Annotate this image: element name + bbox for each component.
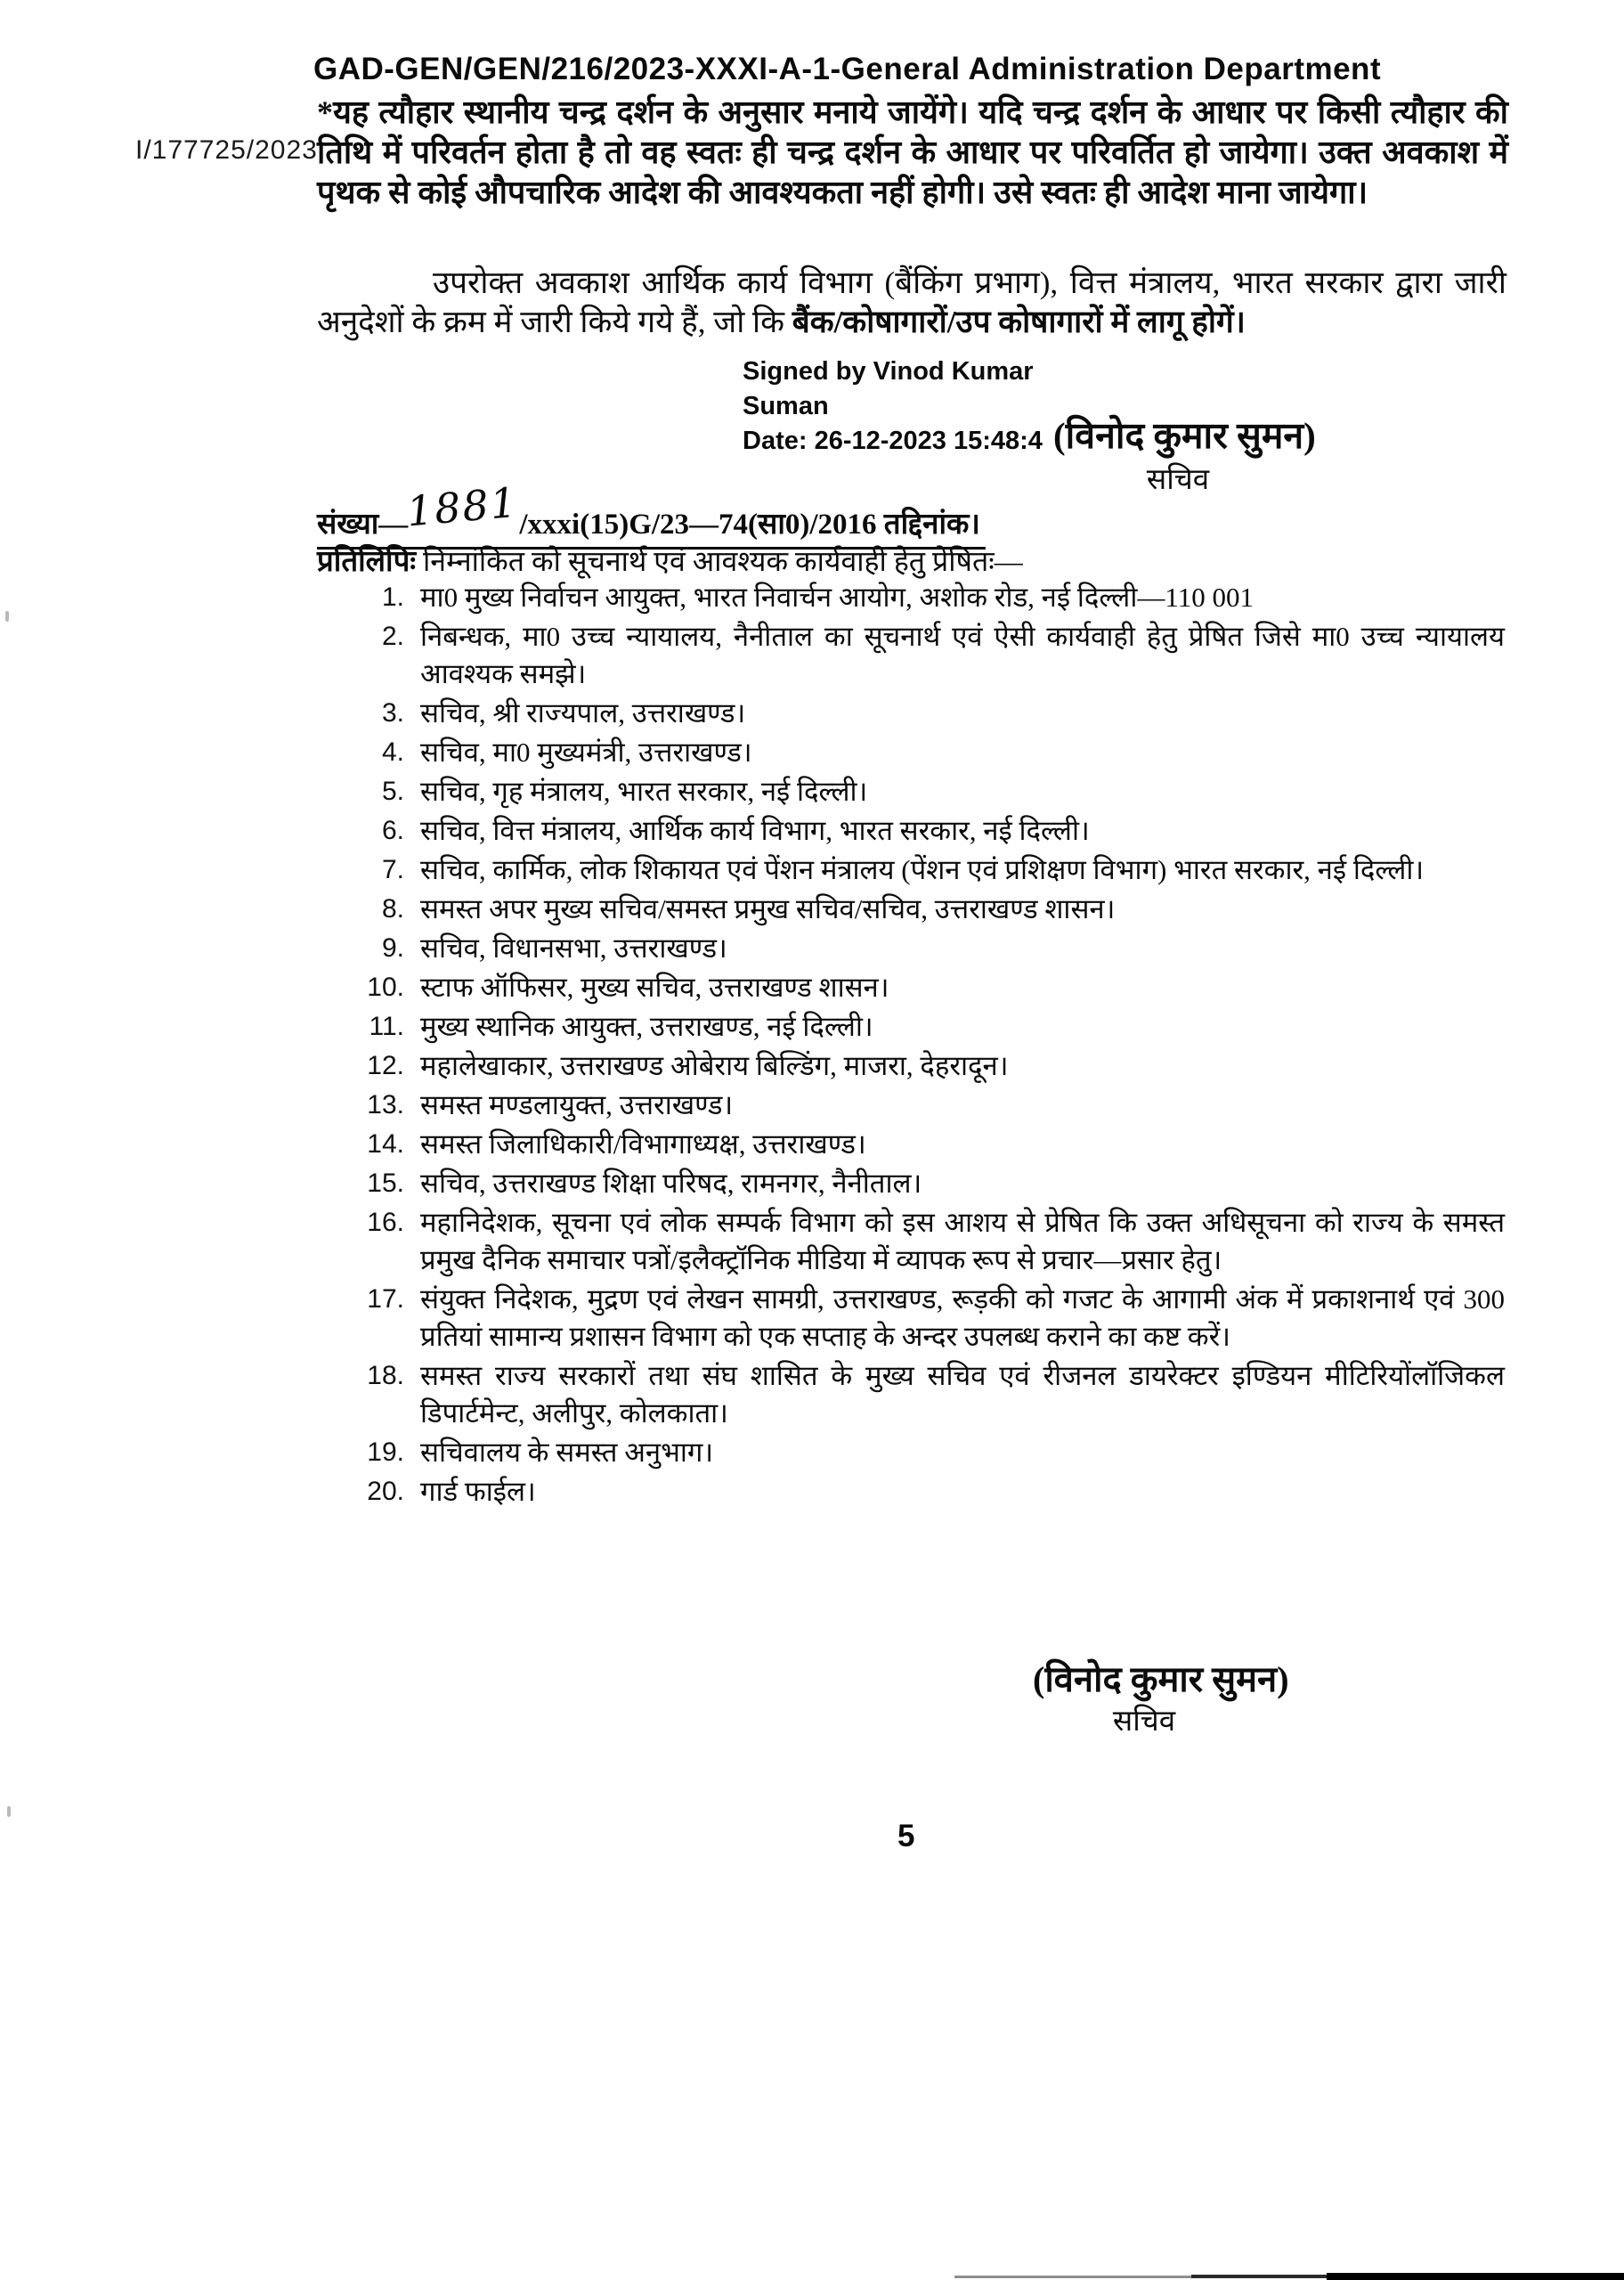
issue-paragraph-text: उपरोक्त अवकाश आर्थिक कार्य विभाग (बैंकिंग प्रभाग), वित्त मंत्रालय, भारत सरकार द्वारा जारी अनुदेशों के क्रम में जारी किये गये हैं, जो कि bbox=[317, 265, 1506, 339]
list-item-number: 15. bbox=[367, 1168, 404, 1198]
list-item bbox=[360, 891, 1517, 928]
signatory-designation-top: सचिव bbox=[1146, 464, 1210, 496]
list-item bbox=[360, 1047, 1517, 1085]
list-item-text: समस्त राज्य सरकारों तथा संघ शासित के मुख्य सचिव एवं रीजनल डायरेक्टर इण्डियन मीटिरियोंलॉजिकल डिपार्टमेन्ट, अलीपुर, कोलकाता। bbox=[420, 1360, 1505, 1429]
list-item bbox=[360, 1087, 1517, 1124]
list-item-text: संयुक्त निदेशक, मुद्रण एवं लेखन सामग्री, उत्तराखण्ड, रूड़की को गजट के आगामी अंक में प्रकाशनार्थ एवं 300 प्रतियां सामान्य प्रशासन विभाग को एक सप्ताह के अन्दर उपलब्ध कराने का कष्ट करें। bbox=[420, 1283, 1505, 1352]
list-item bbox=[360, 734, 1517, 771]
list-item-number: 11. bbox=[369, 1012, 404, 1041]
list-item-text: सचिवालय के समस्त अनुभाग। bbox=[420, 1437, 714, 1468]
list-item-number: 16. bbox=[367, 1208, 404, 1237]
list-item bbox=[360, 812, 1517, 850]
festival-note-paragraph: *यह त्यौहार स्थानीय चन्द्र दर्शन के अनुसार मनाये जायेंगे। यदि चन्द्र दर्शन के आधार पर किसी त्यौहार की तिथि में परिवर्तन होता है तो वह स्वतः ही चन्द्र दर्शन के आधार पर परिवर्तित हो जायेगा। उक्त अवकाश में पृथक से कोई औपचारिक आदेश की आवश्यकता नहीं होगी। उसे स्वतः ही आदेश माना जायेगा। bbox=[317, 94, 1508, 210]
digital-signature-line1: Signed by Vinod Kumar bbox=[743, 357, 1034, 386]
issue-paragraph bbox=[317, 264, 1506, 342]
scan-artifact-bar bbox=[1327, 2273, 1624, 2280]
list-item-number: 5. bbox=[381, 777, 404, 806]
list-item-text: गार्ड फाईल। bbox=[420, 1476, 536, 1507]
list-item-number: 10. bbox=[367, 973, 404, 1002]
list-item bbox=[360, 1126, 1517, 1163]
list-item-number: 18. bbox=[367, 1361, 404, 1390]
list-item-number: 17. bbox=[367, 1284, 404, 1314]
letter-number-suffix: /xxxi(15)G/23—74(सा0)/2016 bbox=[519, 509, 884, 541]
distribution-list bbox=[360, 579, 1517, 1512]
file-number: I/177725/2023 bbox=[135, 135, 318, 165]
list-item-number: 8. bbox=[381, 894, 404, 924]
list-item-text: सचिव, श्री राज्यपाल, उत्तराखण्ड। bbox=[420, 697, 746, 729]
list-item-number: 3. bbox=[381, 698, 404, 728]
scan-speck bbox=[5, 611, 9, 622]
list-item bbox=[360, 1473, 1517, 1510]
list-item bbox=[360, 1357, 1517, 1432]
letter-number-prefix: संख्या— bbox=[317, 509, 409, 541]
list-item-text: महालेखाकार, उत्तराखण्ड ओबेराय बिल्डिंग, माजरा, देहरादून। bbox=[420, 1050, 1009, 1081]
digital-signature-block bbox=[743, 354, 1043, 459]
list-item-text: सचिव, विधानसभा, उत्तराखण्ड। bbox=[420, 932, 727, 964]
list-item-number: 6. bbox=[381, 816, 404, 845]
list-item bbox=[360, 851, 1517, 889]
list-item-text: सचिव, उत्तराखण्ड शिक्षा परिषद, रामनगर, नैनीताल। bbox=[420, 1168, 922, 1199]
digital-signature-line2: Suman bbox=[743, 392, 829, 420]
list-item-number: 13. bbox=[367, 1090, 404, 1120]
list-item-text: सचिव, गृह मंत्रालय, भारत सरकार, नई दिल्ली। bbox=[420, 776, 868, 807]
list-item-number: 20. bbox=[367, 1477, 404, 1506]
list-item bbox=[360, 1165, 1517, 1202]
list-item bbox=[360, 1434, 1517, 1471]
list-item-text: सचिव, वित्त मंत्रालय, आर्थिक कार्य विभाग, भारत सरकार, नई दिल्ली। bbox=[420, 815, 1090, 846]
signatory-name-top: (विनोद कुमार सुमन) bbox=[1053, 415, 1316, 456]
list-item-number: 9. bbox=[381, 933, 404, 963]
signatory-designation-bottom: सचिव bbox=[1112, 1706, 1176, 1738]
list-item-number: 12. bbox=[367, 1051, 404, 1080]
list-item-number: 1. bbox=[381, 582, 404, 612]
list-item bbox=[360, 773, 1517, 810]
signatory-name-bottom: (विनोद कुमार सुमन) bbox=[1033, 1659, 1289, 1699]
scan-artifact-bar bbox=[954, 2276, 1195, 2278]
page-number: 5 bbox=[897, 1819, 915, 1853]
list-item-text: सचिव, कार्मिक, लोक शिकायत एवं पेंशन मंत्रालय (पेंशन एवं प्रशिक्षण विभाग) भारत सरकार, नई दिल्ली। bbox=[420, 854, 1425, 885]
copy-to-label: प्रतिलिपिः bbox=[317, 546, 417, 578]
list-item-text: सचिव, मा0 मुख्यमंत्री, उत्तराखण्ड। bbox=[420, 737, 752, 768]
list-item-text: मा0 मुख्य निर्वाचन आयुक्त, भारत निवार्चन आयोग, अशोक रोड, नई दिल्ली—110 001 bbox=[420, 582, 1254, 613]
list-item bbox=[360, 695, 1517, 732]
list-item-text: महानिदेशक, सूचना एवं लोक सम्पर्क विभाग को इस आशय से प्रेषित कि उक्त अधिसूचना को राज्य के समस्त प्रमुख दैनिक समाचार पत्रों/इलैक्ट्रॉनिक मीडिया में व्यापक रूप से प्रचार—प्रसार हेतु। bbox=[420, 1207, 1505, 1275]
list-item-text: समस्त जिलाधिकारी/विभागाध्यक्ष, उत्तराखण्ड। bbox=[420, 1128, 866, 1160]
list-item bbox=[360, 1008, 1517, 1046]
list-item-text: स्टाफ ऑफिसर, मुख्य सचिव, उत्तराखण्ड शासन। bbox=[420, 972, 889, 1003]
list-item-text: निबन्धक, मा0 उच्च न्यायालय, नैनीताल का सूचनार्थ एवं ऐसी कार्यवाही हेतु प्रेषित जिसे मा0 उच्च न्यायालय आवश्यक समझे। bbox=[420, 621, 1505, 689]
list-item bbox=[360, 618, 1517, 693]
list-item bbox=[360, 969, 1517, 1006]
issue-paragraph-bold-text: बैंक/कोषागारों/उप कोषागारों में लागू होगें। bbox=[792, 305, 1246, 339]
list-item-number: 14. bbox=[367, 1129, 404, 1159]
list-item bbox=[360, 1204, 1517, 1279]
digital-signature-date: Date: 26-12-2023 15:48:4 bbox=[743, 427, 1043, 455]
letter-number-tail: तद्दिनांक। bbox=[883, 509, 980, 541]
list-item-number: 7. bbox=[381, 855, 404, 884]
list-item-text: समस्त अपर मुख्य सचिव/समस्त प्रमुख सचिव/सचिव, उत्तराखण्ड शासन। bbox=[420, 893, 1116, 924]
reference-header: GAD-GEN/GEN/216/2023-XXXI-A-1-General Administration Department bbox=[313, 52, 1382, 86]
list-item bbox=[360, 1281, 1517, 1356]
list-item-number: 4. bbox=[381, 737, 404, 767]
copy-to-text: निम्नांकित को सूचनार्थ एवं आवश्यक कार्यवाही हेतु प्रेषितः— bbox=[416, 545, 1023, 577]
list-item-text: समस्त मण्डलायुक्त, उत्तराखण्ड। bbox=[420, 1089, 734, 1120]
list-item-number: 19. bbox=[367, 1437, 404, 1467]
scan-speck bbox=[7, 1806, 11, 1817]
list-item-number: 2. bbox=[381, 622, 404, 651]
handwritten-number: 1881 bbox=[404, 477, 521, 536]
list-item-text: मुख्य स्थानिक आयुक्त, उत्तराखण्ड, नई दिल्ली। bbox=[420, 1011, 873, 1042]
list-item bbox=[360, 930, 1517, 967]
list-item bbox=[360, 579, 1517, 616]
copy-to-line bbox=[317, 540, 1023, 580]
